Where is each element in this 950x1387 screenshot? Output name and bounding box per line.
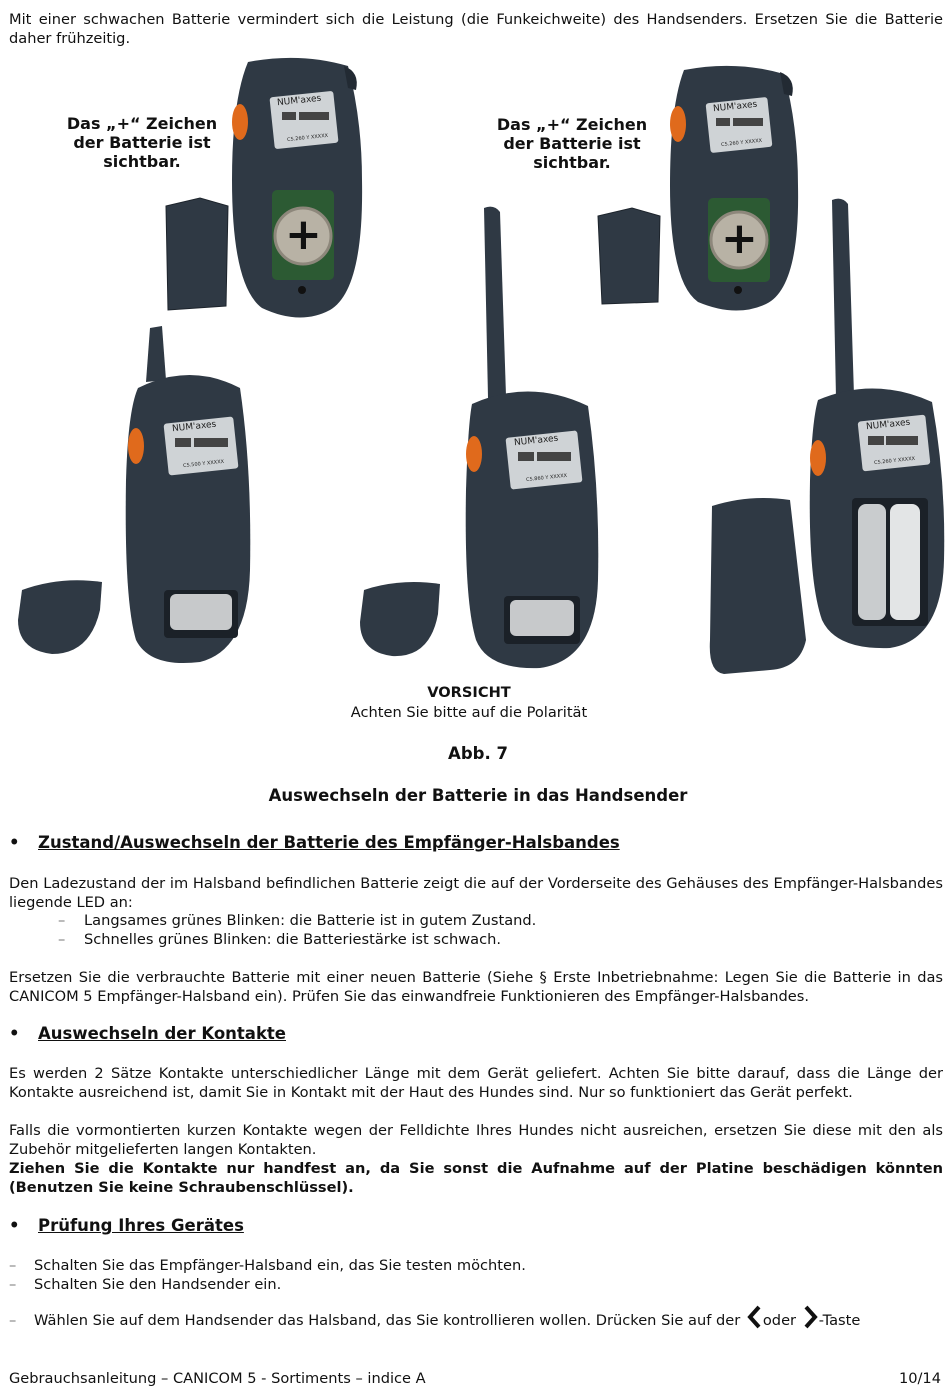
device-serial-3: C5.500 Y XXXXX [182,458,225,470]
section-title: Prüfung Ihres Gerätes [38,1216,244,1235]
section-heading-battery-status [9,833,620,852]
chevron-right-icon [803,1305,819,1329]
device-brand-3: NUM'axes [171,419,217,435]
contacts-paragraph-2: Falls die vormontierten kurzen Kontakte wegen der Felldichte Ihres Hundes nicht ausreichen, ersetzen Sie diese mit den als Zubehör mitgelieferten langen Kontakten. [9,1122,943,1158]
intro-paragraph: Mit einer schwachen Batterie vermindert sich die Leistung (die Funkeichweite) des Handsenders. Ersetzen Sie die Batterie daher frühzeitig. [9,11,943,47]
section-heading-contacts [9,1024,286,1043]
caution-text: Achten Sie bitte auf die Polarität [350,704,588,721]
list-item: – Schalten Sie den Handsender ein. [9,1276,282,1293]
list-item: – Schalten Sie das Empfänger-Halsband ein, das Sie testen möchten. [9,1257,526,1274]
figure-caption: Auswechseln der Batterie in das Handsender [268,786,688,805]
device-serial-4: C5.860 Y XXXXX [525,472,568,484]
bullet: • [9,1024,20,1043]
footer-title: Gebrauchsanleitung – CANICOM 5 - Sortiments – indice A [9,1370,426,1387]
callout-left: Das „+“ Zeichen der Batterie ist sichtbar. [66,114,218,171]
device-brand-4: NUM'axes [513,433,559,449]
plus-sign-right: + [721,213,758,264]
contacts-paragraph-1: Es werden 2 Sätze Kontakte unterschiedlicher Länge mit dem Gerät geliefert. Achten Sie bitte darauf, dass die Länge der Kontakte ausreichend ist, damit Sie in Kontakt mit der Haut des Hundes sind. Nur so funktioniert das Gerät perfekt. [9,1065,943,1101]
callout-right: Das „+“ Zeichen der Batterie ist sichtbar. [496,115,648,172]
caution-title: VORSICHT [427,684,511,701]
device-serial-5: C5.260 Y XXXXX [873,455,916,467]
list-item: – Langsames grünes Blinken: die Batterie ist in gutem Zustand. [58,912,537,929]
page-number: 10/14 [898,1370,941,1387]
plus-sign-left: + [285,209,322,260]
figure-number: Abb. 7 [448,744,508,763]
device-brand-2: NUM'axes [712,99,758,115]
list-item: – Schnelles grünes Blinken: die Batteriestärke ist schwach. [58,931,502,948]
device-brand-1: NUM'axes [276,93,322,109]
battery-status-paragraph: Den Ladezustand der im Halsband befindlichen Batterie zeigt die auf der Vorderseite des Gehäuses des Empfänger-Halsbandes liegende LED an: [9,875,943,911]
section-title: Auswechseln der Kontakte [38,1024,286,1043]
device-brand-5: NUM'axes [865,417,911,433]
contacts-warning: Ziehen Sie die Kontakte nur handfest an, da Sie sonst die Aufnahme auf der Platine beschädigen könnten (Benutzen Sie keine Schraubenschlüssel). [9,1160,943,1196]
device-serial-1: C5.260 Y XXXXX [286,132,329,144]
chevron-left-icon [746,1305,762,1329]
device-serial-2: C5.260 Y XXXXX [720,137,763,149]
bullet: • [9,1216,20,1235]
battery-replace-paragraph: Ersetzen Sie die verbrauchte Batterie mit einer neuen Batterie (Siehe § Erste Inbetriebnahme: Legen Sie die Batterie in das CANICOM 5 Empfänger-Halsband ein). Prüfen Sie das einwandfreie Funktionieren des Empfänger-Halsbandes. [9,969,943,1005]
list-item: – Wählen Sie auf dem Handsender das Halsband, das Sie kontrollieren wollen. Drücken Sie auf der oder -Taste [9,1305,860,1330]
section-title: Zustand/Auswechseln der Batterie des Empfänger-Halsbandes [38,833,620,852]
section-heading-device-check [9,1216,244,1235]
bullet: • [9,833,20,852]
